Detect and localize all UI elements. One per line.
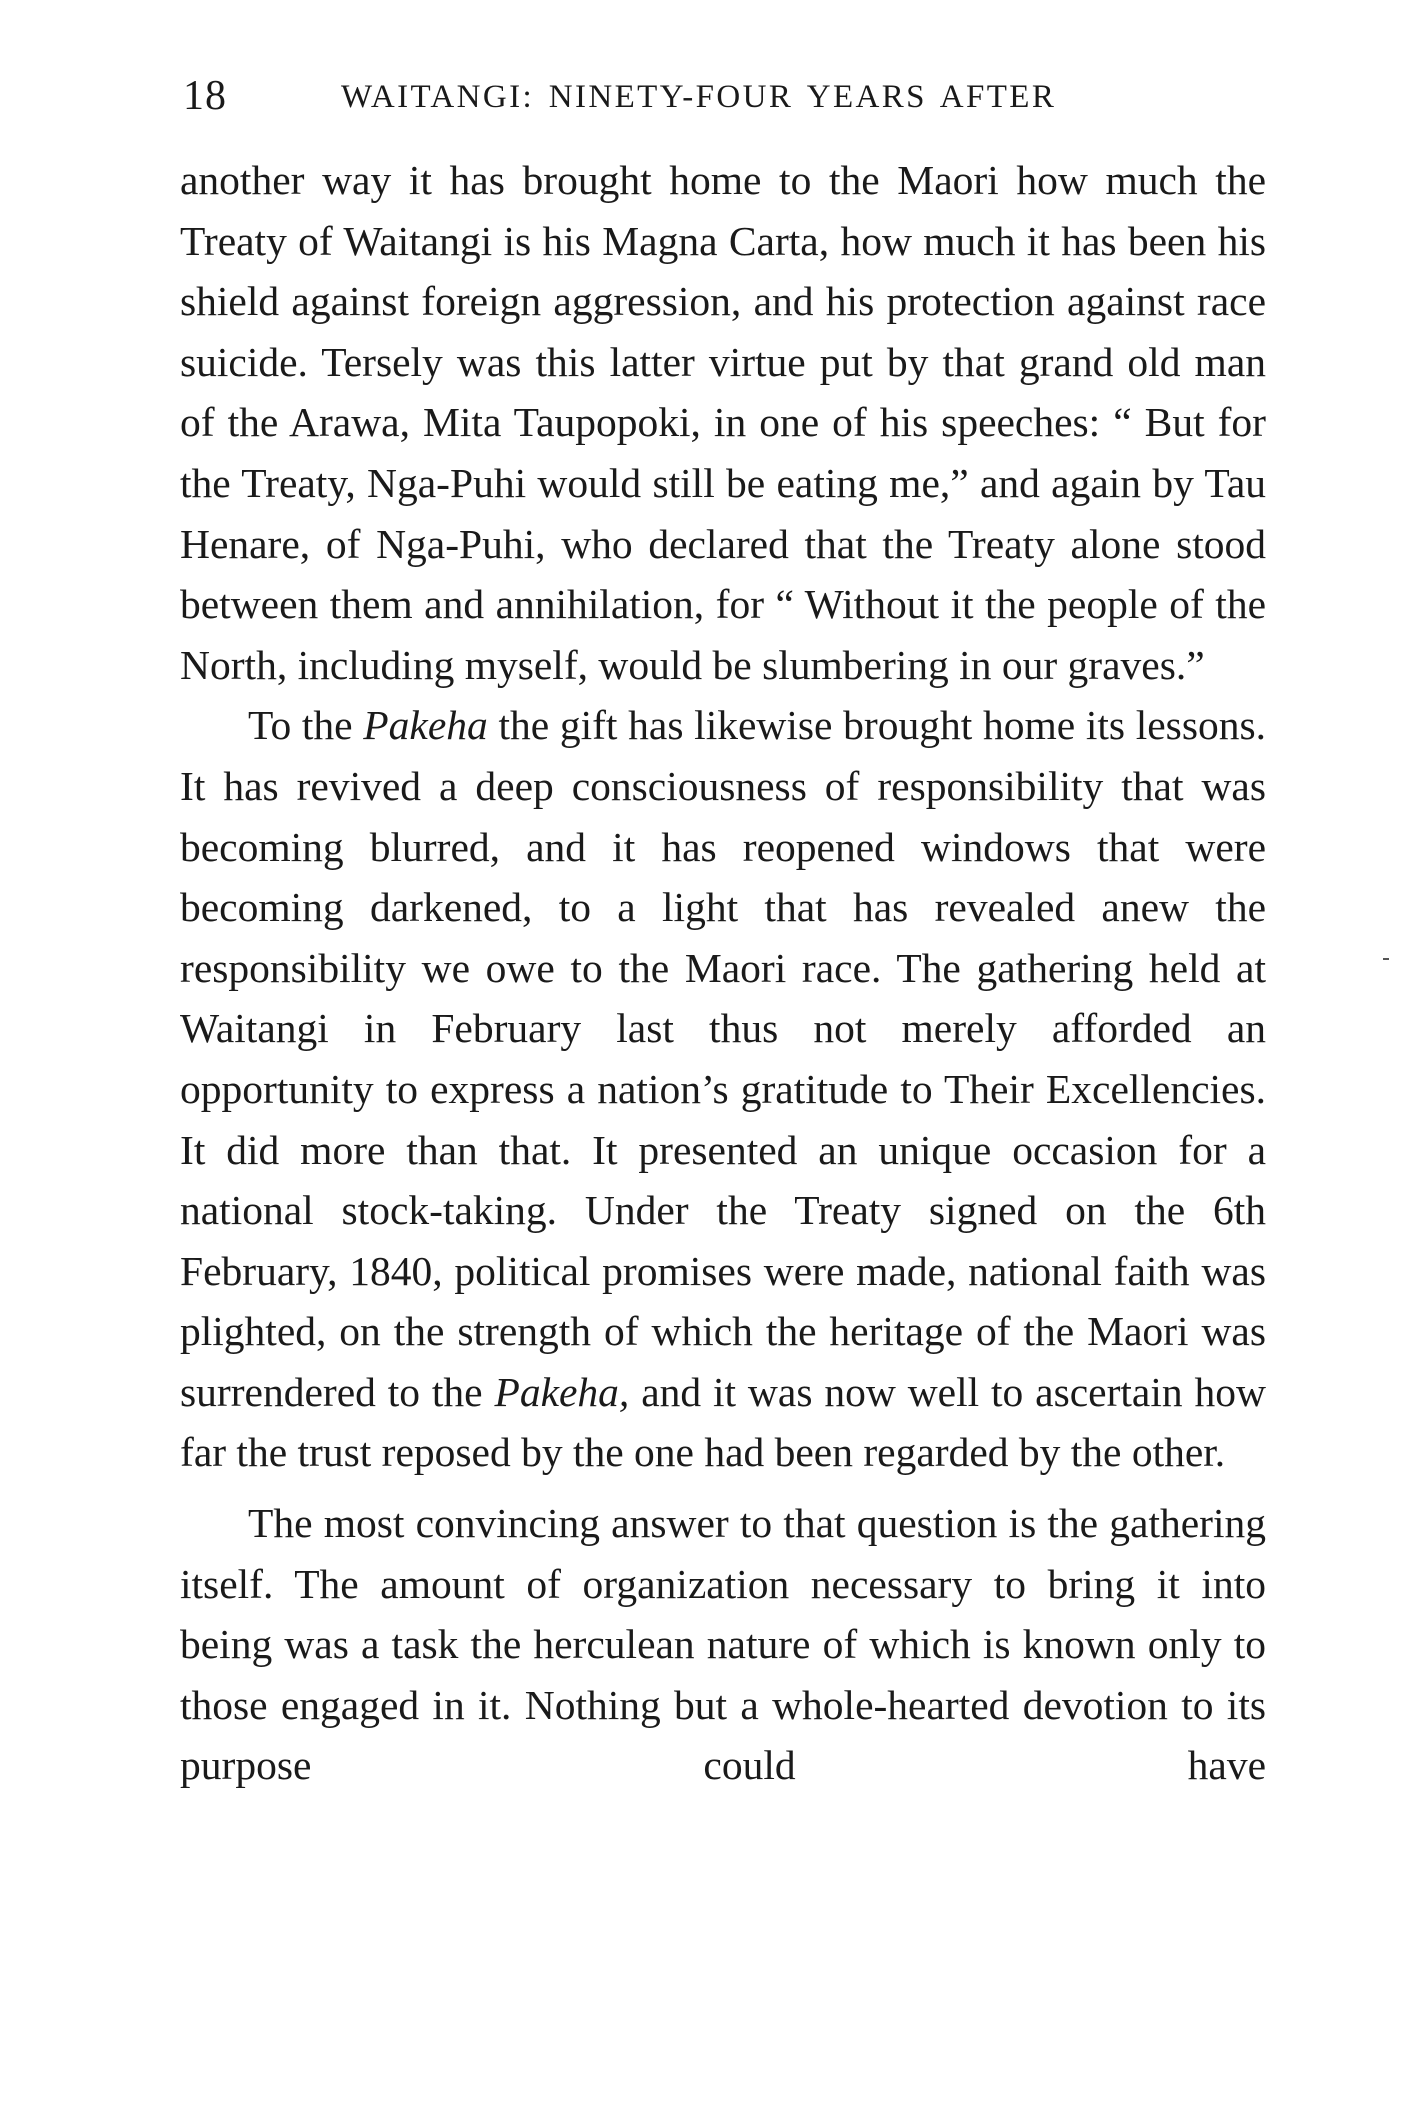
paragraph-2-text-2: the gift has likewise brought home its lessons. It has revived a deep consciousness of responsibility that was becoming blurred, and it has reopened windows that were becoming darkened, to a light that has revealed anew the responsibility we owe to the Maori race. The gathering held at Waitangi in February last thus not merely afforded an opportunity to express a nation’s gratitude to Their Excellencies. It did more than that. It presented an unique occasion for a national stock-taking. Under the Treaty signed on the 6th February, 1840, political promises were made, national faith was plighted, on the strength of which the heritage of the Maori was surrendered to the <box>180 702 1267 1415</box>
body-text <box>180 150 1266 1796</box>
stray-print-mark <box>1383 958 1389 960</box>
paragraph-2-text-3: and it was now well to ascertain how far the trust reposed by the one had been regarded by the other. <box>180 1368 1266 1476</box>
paragraph-2-text-1: To the <box>248 702 364 749</box>
paragraph-2-italic-2: Pakeha, <box>494 1368 630 1415</box>
running-head <box>183 66 1263 126</box>
page-number: 18 <box>183 73 227 119</box>
paragraph-2-italic-1: Pakeha <box>363 702 488 749</box>
paragraph-3: The most convincing answer to that question is the gathering itself. The amount of organization necessary to bring it into being was a task the herculean nature of which is known only to those engaged in it. Nothing but a whole-hearted devotion to its purpose could have <box>180 1500 1266 1789</box>
paragraph-gap <box>180 1483 1266 1493</box>
paragraph-2 <box>180 695 1266 1483</box>
running-title: WAITANGI: NINETY-FOUR YEARS AFTER <box>341 79 1057 115</box>
paragraph-1: another way it has brought home to the Maori how much the Treaty of Waitangi is his Magna Carta, how much it has been his shield against foreign aggression, and his protection against race suicide. Tersely was this latter virtue put by that grand old man of the Arawa, Mita Taupopoki, in one of his speeches: “ But for the Treaty, Nga-Puhi would still be eating me,” and again by Tau Henare, of Nga-Puhi, who declared that the Treaty alone stood between them and annihilation, for “ Without it the people of the North, including myself, would be slumbering in our graves.” <box>180 157 1266 688</box>
